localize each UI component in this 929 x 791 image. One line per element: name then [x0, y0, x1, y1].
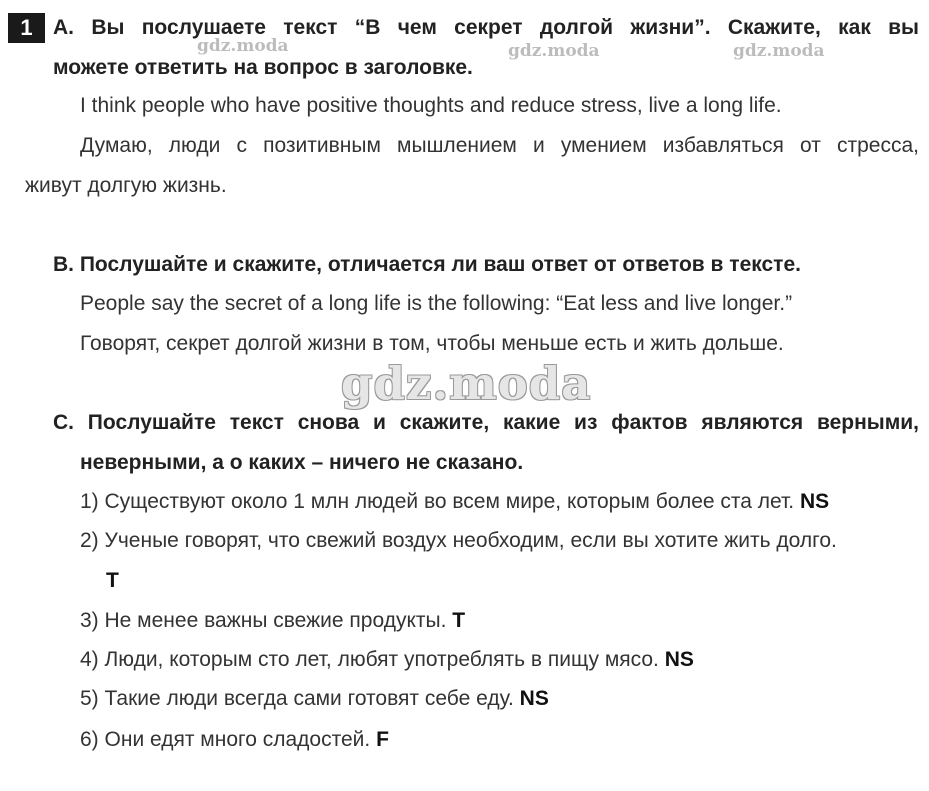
fact-text: 3) Не менее важны свежие продукты.	[80, 609, 447, 632]
fact-mark: T	[106, 569, 119, 592]
section-a-answer-ru-line1: Думаю, люди с позитивным мышлением и умением избавляться от стресса,	[80, 134, 919, 157]
watermark: gdz.moda	[341, 357, 592, 410]
exercise-number-badge: 1	[8, 13, 45, 43]
section-a-answer-en: I think people who have positive thoughts and reduce stress, live a long life.	[80, 94, 782, 117]
fact-text: 5) Такие люди всегда сами готовят себе еду.	[80, 687, 514, 710]
fact-text: 2) Ученые говорят, что свежий воздух необходим, если вы хотите жить долго.	[80, 529, 837, 552]
fact-mark: T	[452, 609, 466, 632]
section-a-answer-ru-line2: живут долгую жизнь.	[25, 174, 227, 197]
section-b-heading: B. Послушайте и скажите, отличается ли ваш ответ от ответов в тексте.	[53, 253, 801, 276]
list-item	[80, 647, 694, 673]
section-a-heading-line2: можете ответить на вопрос в заголовке.	[53, 56, 473, 79]
section-c-heading-line1: C. Послушайте текст снова и скажите, какие из фактов являются верными,	[53, 411, 919, 434]
list-item	[80, 489, 829, 515]
list-item	[80, 727, 389, 753]
fact-mark: NS	[664, 648, 694, 671]
section-c-heading-line2: неверными, а о каких – ничего не сказано.	[80, 451, 524, 474]
fact-mark: F	[376, 728, 389, 751]
list-item	[80, 686, 549, 712]
list-item	[80, 528, 837, 554]
fact-mark: NS	[519, 687, 549, 710]
section-a-heading-line1: A. Вы послушаете текст “В чем секрет долгой жизни”. Скажите, как вы	[53, 16, 919, 39]
watermark: gdz.moda	[508, 41, 600, 61]
section-b-answer-ru: Говорят, секрет долгой жизни в том, чтобы меньше есть и жить дольше.	[80, 332, 784, 355]
watermark: gdz.moda	[197, 36, 289, 56]
section-b-answer-en: People say the secret of a long life is the following: “Eat less and live longer.”	[80, 292, 793, 315]
list-item	[80, 608, 465, 634]
fact-mark: NS	[800, 490, 830, 513]
fact-text: 4) Люди, которым сто лет, любят употреблять в пищу мясо.	[80, 648, 659, 671]
fact-text: 1) Существуют около 1 млн людей во всем мире, которым более ста лет.	[80, 490, 795, 513]
fact-text: 6) Они едят много сладостей.	[80, 728, 371, 751]
watermark: gdz.moda	[733, 41, 825, 61]
